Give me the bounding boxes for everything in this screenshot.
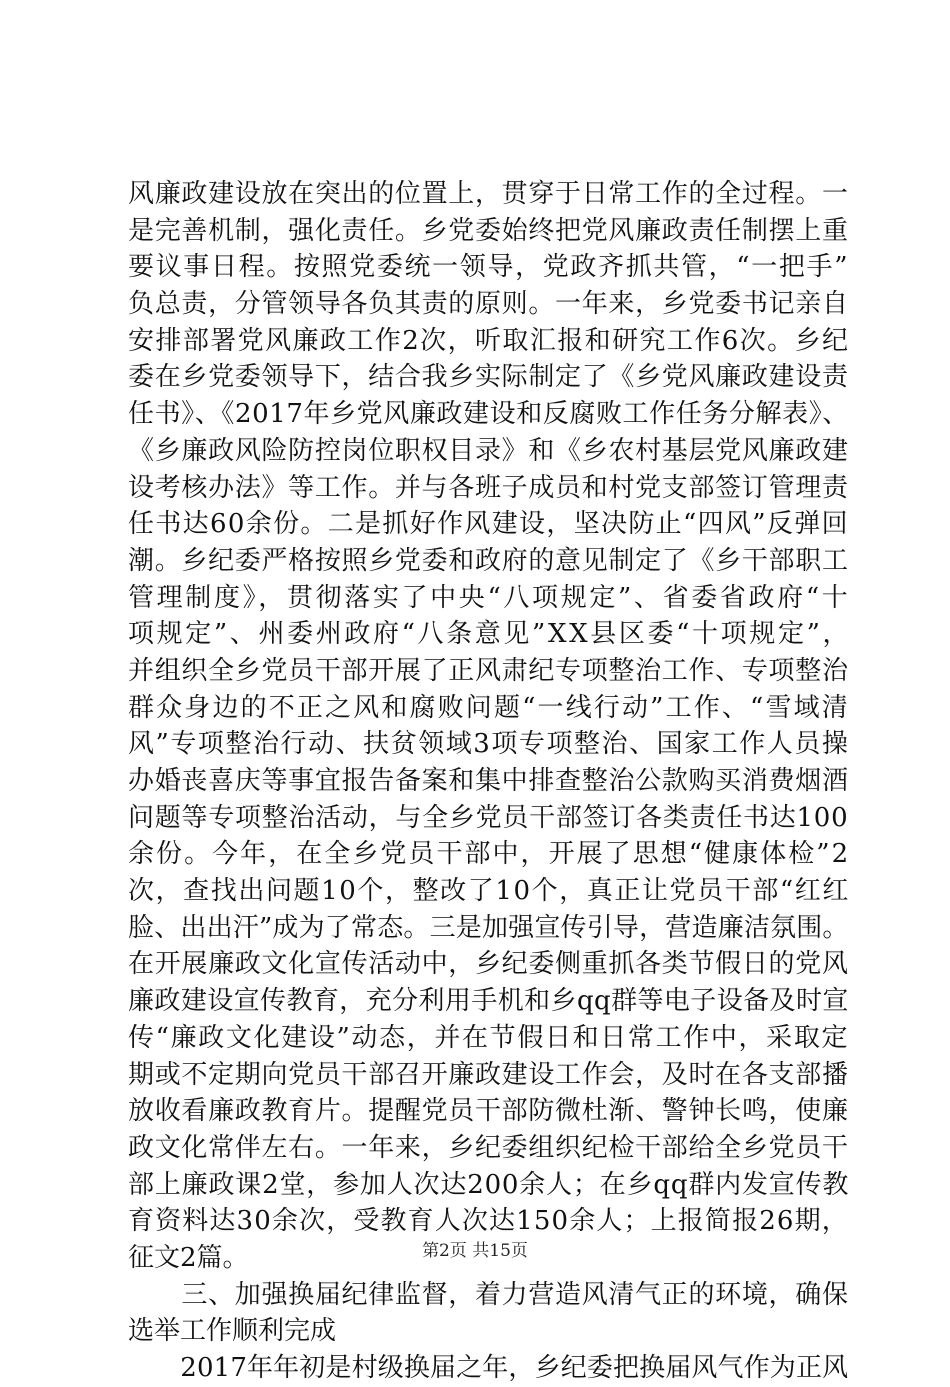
text-line: 风”专项整治行动、扶贫领域3项专项整治、国家工作人员操 (128, 729, 850, 760)
text-line: 风廉政建设放在突出的位置上，贯穿于日常工作的全过程。一 (128, 179, 849, 209)
text-line: 部上廉政课2堂，参加人次达200余人；在乡qq群内发宣传教 (128, 1169, 850, 1200)
text-line: 办婚丧喜庆等事宜报告备案和集中排查整治公款购买消费烟酒 (128, 766, 849, 796)
text-line: 是完善机制，强化责任。乡党委始终把党风廉政责任制摆上重 (128, 215, 849, 246)
text-line: 潮。乡纪委严格按照乡党委和政府的意见制定了《乡干部职工 (128, 545, 849, 576)
text-line: 余份。今年，在全乡党员干部中，开展了思想“健康体检”2 (128, 839, 851, 870)
text-line: 要议事日程。按照党委统一领导，党政齐抓共管，“一把手” (128, 252, 850, 283)
text-line: 次，查找出问题10个，整改了10个，真正让党员干部“红红 (128, 876, 850, 907)
text-line: 2017年年初是村级换届之年，乡纪委把换届风气作为正风 (128, 1353, 849, 1383)
text-line: 政文化常伴左右。一年来，乡纪委组织纪检干部给全乡党员干 (128, 1132, 849, 1163)
body-text (128, 176, 852, 1387)
text-line: 群众身边的不正之风和腐败问题“一线行动”工作、“雪域清 (128, 692, 850, 723)
text-line: 任书》、《2017年乡党风廉政建设和反腐败工作任务分解表》、 (128, 399, 849, 430)
text-line: 并组织全乡党员干部开展了正风肃纪专项整治工作、专项整治 (128, 655, 849, 686)
text-line: 《乡廉政风险防控岗位职权目录》和《乡农村基层党风廉政建 (128, 435, 849, 466)
text-line: 传“廉政文化建设”动态，并在节假日和日常工作中，采取定 (128, 1022, 850, 1053)
text-line: 任书达60余份。二是抓好作风建设，坚决防止“四风”反弹回 (128, 509, 849, 540)
page-footer: 第2页 共15页 (422, 1241, 528, 1261)
text-line: 育资料达30余次，受教育人次达150余人；上报简报26期， (128, 1206, 849, 1237)
text-line: 期或不定期向党员干部召开廉政建设工作会，及时在各支部播 (128, 1059, 849, 1090)
text-line: 选举工作顺利完成 (128, 1316, 337, 1347)
text-line: 安排部署党风廉政工作2次，听取汇报和研究工作6次。乡纪 (128, 325, 850, 356)
text-line: 设考核办法》等工作。并与各班子成员和村党支部签订管理责 (128, 472, 849, 503)
text-line: 脸、出出汗”成为了常态。三是加强宣传引导，营造廉洁氛围。 (128, 912, 849, 943)
text-line: 放收看廉政教育片。提醒党员干部防微杜渐、警钟长鸣，使廉 (128, 1096, 849, 1127)
text-line: 三、加强换届纪律监督，着力营造风清气正的环境，确保 (128, 1279, 849, 1310)
text-line: 项规定”、州委州政府“八条意见”XX县区委“十项规定”， (128, 619, 852, 650)
text-line: 管理制度》，贯彻落实了中央“八项规定”、省委省政府“十 (128, 582, 851, 613)
text-line: 负总责，分管领导各负其责的原则。一年来，乡党委书记亲自 (128, 289, 849, 320)
text-line: 委在乡党委领导下，结合我乡实际制定了《乡党风廉政建设责 (128, 362, 849, 393)
text-line: 廉政建设宣传教育，充分利用手机和乡qq群等电子设备及时宣 (128, 986, 849, 1017)
text-line: 在开展廉政文化宣传活动中，乡纪委侧重抓各类节假日的党风 (128, 949, 849, 980)
text-line: 征文2篇。 (128, 1242, 249, 1273)
text-line: 问题等专项整治活动，与全乡党员干部签订各类责任书达100 (128, 802, 849, 833)
